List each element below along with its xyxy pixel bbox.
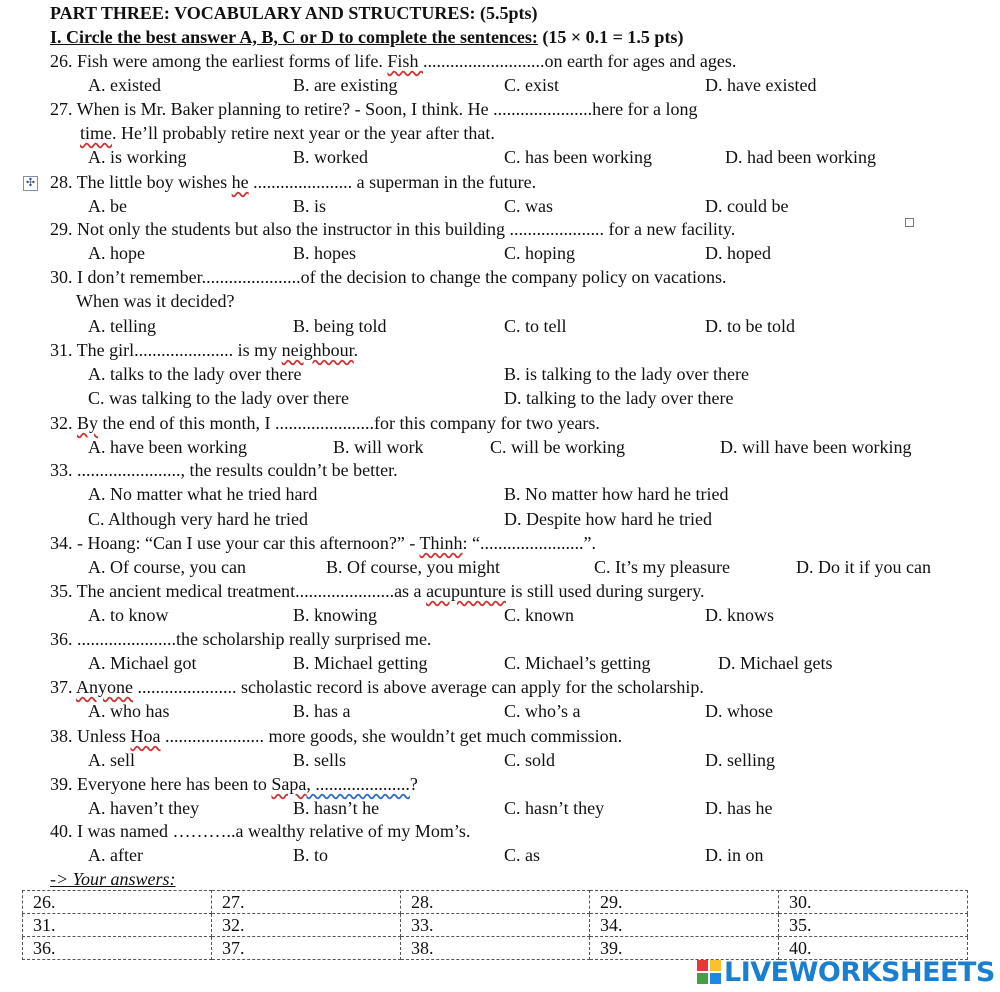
option-d[interactable]: D. in on bbox=[705, 845, 764, 865]
answers-label: -> Your answers: bbox=[50, 869, 176, 889]
spell-flagged-word: By bbox=[77, 413, 99, 433]
answer-row bbox=[23, 891, 968, 914]
option-d[interactable]: D. to be told bbox=[705, 316, 795, 336]
logo-text: LIVEWORKSHEETS bbox=[724, 956, 995, 988]
answer-cell-37[interactable]: 37. bbox=[212, 937, 401, 960]
option-d[interactable]: D. selling bbox=[705, 750, 775, 770]
question-text: 28. The little boy wishes bbox=[50, 172, 232, 192]
option-b[interactable]: B. worked bbox=[293, 147, 368, 167]
option-c[interactable]: C. hasn’t they bbox=[504, 798, 605, 818]
option-c[interactable]: C. Although very hard he tried bbox=[88, 509, 308, 529]
part-title: PART THREE: VOCABULARY AND STRUCTURES: (5.5pts) bbox=[50, 3, 538, 23]
logo-square-yellow bbox=[710, 960, 721, 971]
option-a[interactable]: A. have been working bbox=[88, 437, 247, 457]
option-c[interactable]: C. to tell bbox=[504, 316, 567, 336]
question-40: 40. I was named ………..a wealthy relative of my Mom’s. bbox=[50, 821, 471, 841]
grammar-flagged-text: , ..................... bbox=[306, 774, 410, 794]
option-b[interactable]: B. knowing bbox=[293, 605, 378, 625]
option-b[interactable]: B. hasn’t he bbox=[293, 798, 380, 818]
question-number: 37. bbox=[50, 677, 77, 697]
answer-cell-35[interactable]: 35. bbox=[779, 914, 968, 937]
answer-cell-28[interactable]: 28. bbox=[401, 891, 590, 914]
resize-handle-icon[interactable] bbox=[905, 218, 914, 227]
option-d[interactable]: D. hoped bbox=[705, 243, 771, 263]
option-d[interactable]: D. had been working bbox=[725, 147, 876, 167]
logo-grid-icon bbox=[697, 960, 721, 984]
question-text: ? bbox=[409, 774, 418, 794]
option-b[interactable]: B. are existing bbox=[293, 75, 398, 95]
question-text: 38. Unless bbox=[50, 726, 131, 746]
question-26 bbox=[50, 50, 736, 72]
question-text: 35. The ancient medical treatment......................as a bbox=[50, 581, 427, 601]
question-30: 30. I don’t remember......................of the decision to change the company policy on vacations. bbox=[50, 267, 727, 287]
move-handle-icon[interactable]: ✣ bbox=[23, 176, 38, 191]
answers-table bbox=[22, 890, 968, 960]
option-b[interactable]: B. No matter how hard he tried bbox=[504, 484, 729, 504]
option-b[interactable]: B. hopes bbox=[293, 243, 356, 263]
answer-cell-36[interactable]: 36. bbox=[23, 937, 212, 960]
spell-flagged-word: Thinh bbox=[419, 533, 463, 553]
question-30-cont: When was it decided? bbox=[76, 291, 235, 311]
question-number: 32. bbox=[50, 413, 77, 433]
option-c[interactable]: C. was bbox=[504, 196, 553, 216]
option-c[interactable]: C. hoping bbox=[504, 243, 576, 263]
question-text: . bbox=[353, 340, 359, 360]
question-text: 39. Everyone here has been to bbox=[50, 774, 272, 794]
answer-row bbox=[23, 914, 968, 937]
spell-flagged-word: time bbox=[80, 123, 112, 143]
option-d[interactable]: D. Do it if you can bbox=[796, 557, 931, 577]
question-text: 31. The girl...................... is my bbox=[50, 340, 282, 360]
question-34 bbox=[50, 532, 596, 554]
option-a[interactable]: A. to know bbox=[88, 605, 169, 625]
question-text: 34. - Hoang: “Can I use your car this afternoon?” - bbox=[50, 533, 420, 553]
section-points: (15 × 0.1 = 1.5 pts) bbox=[537, 27, 684, 47]
option-d[interactable]: D. talking to the lady over there bbox=[504, 388, 734, 408]
option-b[interactable]: B. sells bbox=[293, 750, 347, 770]
option-d[interactable]: D. Michael gets bbox=[718, 653, 833, 673]
option-c[interactable]: C. was talking to the lady over there bbox=[88, 388, 349, 408]
option-b[interactable]: B. will work bbox=[333, 437, 424, 457]
question-29: 29. Not only the students but also the instructor in this building ..................... for a new facility. bbox=[50, 219, 736, 239]
option-a[interactable]: A. hope bbox=[88, 243, 145, 263]
option-b[interactable]: B. is bbox=[293, 196, 327, 216]
question-text: : “.......................”. bbox=[462, 533, 597, 553]
option-c[interactable]: C. as bbox=[504, 845, 540, 865]
option-a[interactable]: A. sell bbox=[88, 750, 135, 770]
answer-cell-32[interactable]: 32. bbox=[212, 914, 401, 937]
option-d[interactable]: D. whose bbox=[705, 701, 773, 721]
spell-flagged-word: Hoa bbox=[130, 726, 161, 746]
option-a[interactable]: A. telling bbox=[88, 316, 156, 336]
option-c[interactable]: C. sold bbox=[504, 750, 556, 770]
question-33: 33. ......................., the results couldn’t be better. bbox=[50, 460, 398, 480]
option-a[interactable]: A. after bbox=[88, 845, 143, 865]
question-text: . He’ll probably retire next year or the year after that. bbox=[112, 123, 495, 143]
option-b[interactable]: B. Michael getting bbox=[293, 653, 428, 673]
option-d[interactable]: D. have existed bbox=[705, 75, 817, 95]
answer-cell-31[interactable]: 31. bbox=[23, 914, 212, 937]
option-c[interactable]: C. It’s my pleasure bbox=[594, 557, 730, 577]
option-b[interactable]: B. to bbox=[293, 845, 329, 865]
option-b[interactable]: B. is talking to the lady over there bbox=[504, 364, 749, 384]
option-c[interactable]: C. known bbox=[504, 605, 575, 625]
question-35 bbox=[50, 580, 705, 602]
question-27-cont bbox=[80, 122, 495, 144]
answer-cell-33[interactable]: 33. bbox=[401, 914, 590, 937]
option-a[interactable]: A. Of course, you can bbox=[88, 557, 246, 577]
answer-cell-29[interactable]: 29. bbox=[590, 891, 779, 914]
logo-square-green bbox=[697, 973, 708, 984]
option-b[interactable]: B. being told bbox=[293, 316, 387, 336]
question-32 bbox=[50, 412, 600, 434]
option-c[interactable]: C. exist bbox=[504, 75, 560, 95]
question-text: the end of this month, I ......................for this company for two years. bbox=[98, 413, 600, 433]
option-d[interactable]: D. Despite how hard he tried bbox=[504, 509, 712, 529]
option-a[interactable]: A. No matter what he tried hard bbox=[88, 484, 318, 504]
question-text: ...................... scholastic record is above average can apply for the scholarship. bbox=[133, 677, 704, 697]
question-text: ...........................on earth for ages and ages. bbox=[422, 51, 737, 71]
question-39 bbox=[50, 773, 418, 795]
question-27: 27. When is Mr. Baker planning to retire? - Soon, I think. He ......................here for a long bbox=[50, 99, 698, 119]
option-b[interactable]: B. has a bbox=[293, 701, 351, 721]
option-c[interactable]: C. has been working bbox=[504, 147, 652, 167]
question-text: 26. Fish were among the earliest forms of life. bbox=[50, 51, 388, 71]
option-c[interactable]: C. who’s a bbox=[504, 701, 581, 721]
option-c[interactable]: C. Michael’s getting bbox=[504, 653, 651, 673]
option-a[interactable]: A. be bbox=[88, 196, 127, 216]
question-text: is still used during surgery. bbox=[506, 581, 705, 601]
option-a[interactable]: A. existed bbox=[88, 75, 161, 95]
section-instruction bbox=[50, 26, 683, 48]
option-c[interactable]: C. will be working bbox=[490, 437, 625, 457]
question-text: ...................... a superman in the future. bbox=[248, 172, 537, 192]
option-a[interactable]: A. haven’t they bbox=[88, 798, 200, 818]
question-text: ...................... more goods, she wouldn’t get much commission. bbox=[160, 726, 623, 746]
option-d[interactable]: D. could be bbox=[705, 196, 789, 216]
question-28 bbox=[50, 171, 536, 193]
logo-square-red bbox=[697, 960, 708, 971]
answer-cell-27[interactable]: 27. bbox=[212, 891, 401, 914]
answer-cell-38[interactable]: 38. bbox=[401, 937, 590, 960]
liveworksheets-logo[interactable] bbox=[697, 956, 995, 988]
logo-square-blue bbox=[710, 973, 721, 984]
option-d[interactable]: D. will have been working bbox=[720, 437, 912, 457]
question-31 bbox=[50, 339, 358, 361]
answer-cell-30[interactable]: 30. bbox=[779, 891, 968, 914]
spell-flagged-word: acupunture bbox=[426, 581, 507, 601]
spell-flagged-word: he bbox=[231, 172, 249, 192]
spell-flagged-word: neighbour bbox=[281, 340, 354, 360]
answer-cell-40[interactable]: 40. bbox=[779, 937, 968, 960]
spell-flagged-word: Fish bbox=[387, 51, 423, 71]
option-a[interactable]: A. talks to the lady over there bbox=[88, 364, 302, 384]
question-37 bbox=[50, 676, 704, 698]
question-36: 36. ......................the scholarship really surprised me. bbox=[50, 629, 432, 649]
question-38 bbox=[50, 725, 622, 747]
option-d[interactable]: D. knows bbox=[705, 605, 775, 625]
option-a[interactable]: A. who has bbox=[88, 701, 170, 721]
option-d[interactable]: D. has he bbox=[705, 798, 773, 818]
option-a[interactable]: A. Michael got bbox=[88, 653, 197, 673]
section-title: I. Circle the best answer A, B, C or D to complete the sentences: bbox=[50, 27, 538, 47]
spell-flagged-word: Anyone bbox=[76, 677, 134, 697]
spell-flagged-word: Sapa bbox=[271, 774, 307, 794]
answer-cell-34[interactable]: 34. bbox=[590, 914, 779, 937]
option-a[interactable]: A. is working bbox=[88, 147, 187, 167]
answer-cell-39[interactable]: 39. bbox=[590, 937, 779, 960]
option-b[interactable]: B. Of course, you might bbox=[326, 557, 500, 577]
answer-cell-26[interactable]: 26. bbox=[23, 891, 212, 914]
